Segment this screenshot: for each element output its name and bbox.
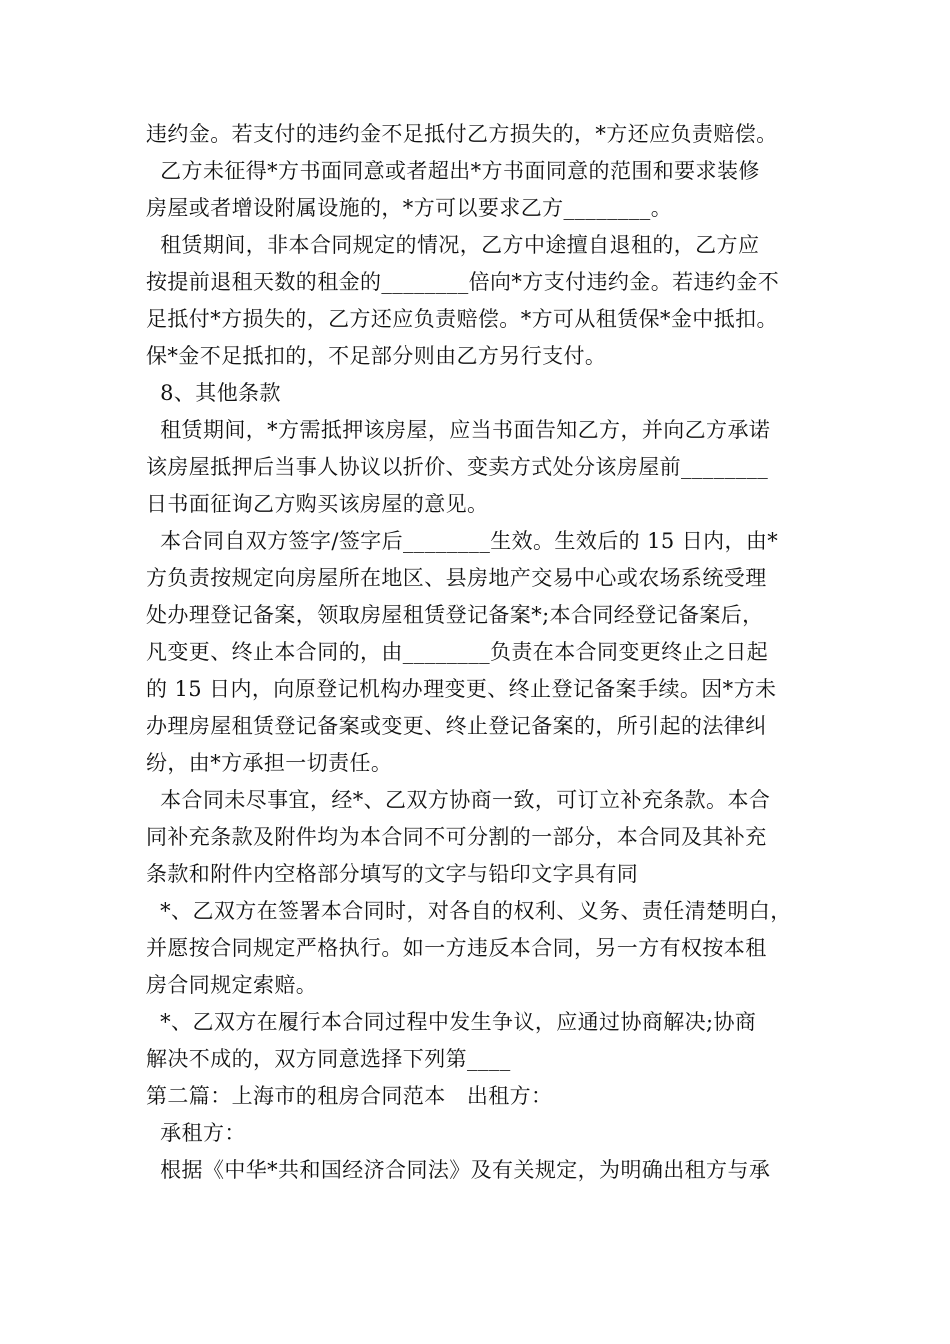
text-line: 日书面征询乙方购买该房屋的意见。 — [146, 492, 489, 516]
text-line: 承租方： — [146, 1121, 246, 1145]
text-line: 保*金不足抵扣的，不足部分则由乙方另行支付。 — [146, 344, 607, 368]
text-line: 条款和附件内空格部分填写的文字与铅印文字具有同 — [146, 862, 639, 886]
text-line: 违约金。若支付的违约金不足抵付乙方损失的，*方还应负责赔偿。 — [146, 122, 778, 146]
text-line: 乙方未征得*方书面同意或者超出*方书面同意的范围和要求装修 — [146, 159, 760, 183]
text-line: 方负责按规定向房屋所在地区、县房地产交易中心或农场系统受理 — [146, 566, 767, 590]
text-line: 并愿按合同规定严格执行。如一方违反本合同，另一方有权按本租 — [146, 936, 767, 960]
text-line: 该房屋抵押后当事人协议以折价、变卖方式处分该房屋前________ — [146, 455, 769, 479]
text-line: 足抵付*方损失的，乙方还应负责赔偿。*方可从租赁保*金中抵扣。 — [146, 307, 778, 331]
text-line: 纷，由*方承担一切责任。 — [146, 751, 393, 775]
text-line: 根据《中华*共和国经济合同法》及有关规定，为明确出租方与承 — [146, 1158, 771, 1182]
text-line: 处办理登记备案，领取房屋租赁登记备案*;本合同经登记备案后， — [146, 603, 764, 627]
text-line: 租赁期间，*方需抵押该房屋，应当书面告知乙方，并向乙方承诺 — [146, 418, 771, 442]
text-line: 本合同自双方签字/签字后________生效。生效后的 15 日内，由* — [146, 529, 779, 553]
text-line: 房合同规定索赔。 — [146, 973, 318, 997]
text-line: 凡变更、终止本合同的，由________负责在本合同变更终止之日起 — [146, 640, 769, 664]
text-line: 的 15 日内，向原登记机构办理变更、终止登记备案手续。因*方未 — [146, 677, 777, 701]
text-line: 解决不成的，双方同意选择下列第____ — [146, 1047, 511, 1071]
text-line: 按提前退租天数的租金的________倍向*方支付违约金。若违约金不 — [146, 270, 780, 294]
text-line: *、乙双方在签署本合同时，对各自的权利、义务、责任清楚明白， — [146, 899, 792, 923]
text-line: 租赁期间，非本合同规定的情况，乙方中途擅自退租的，乙方应 — [146, 233, 760, 257]
text-line: 同补充条款及附件均为本合同不可分割的一部分，本合同及其补充 — [146, 825, 767, 849]
section-heading: 8、其他条款 — [146, 381, 281, 405]
section-heading: 第二篇：上海市的租房合同范本 出租方： — [146, 1084, 553, 1108]
text-line: 办理房屋租赁登记备案或变更、终止登记备案的，所引起的法律纠 — [146, 714, 767, 738]
text-line: *、乙双方在履行本合同过程中发生争议，应通过协商解决;协商 — [146, 1010, 757, 1034]
text-line: 本合同未尽事宜，经*、乙双方协商一致，可订立补充条款。本合 — [146, 788, 771, 812]
text-line: 房屋或者增设附属设施的，*方可以要求乙方________。 — [146, 196, 673, 220]
contract-text — [146, 116, 810, 1189]
